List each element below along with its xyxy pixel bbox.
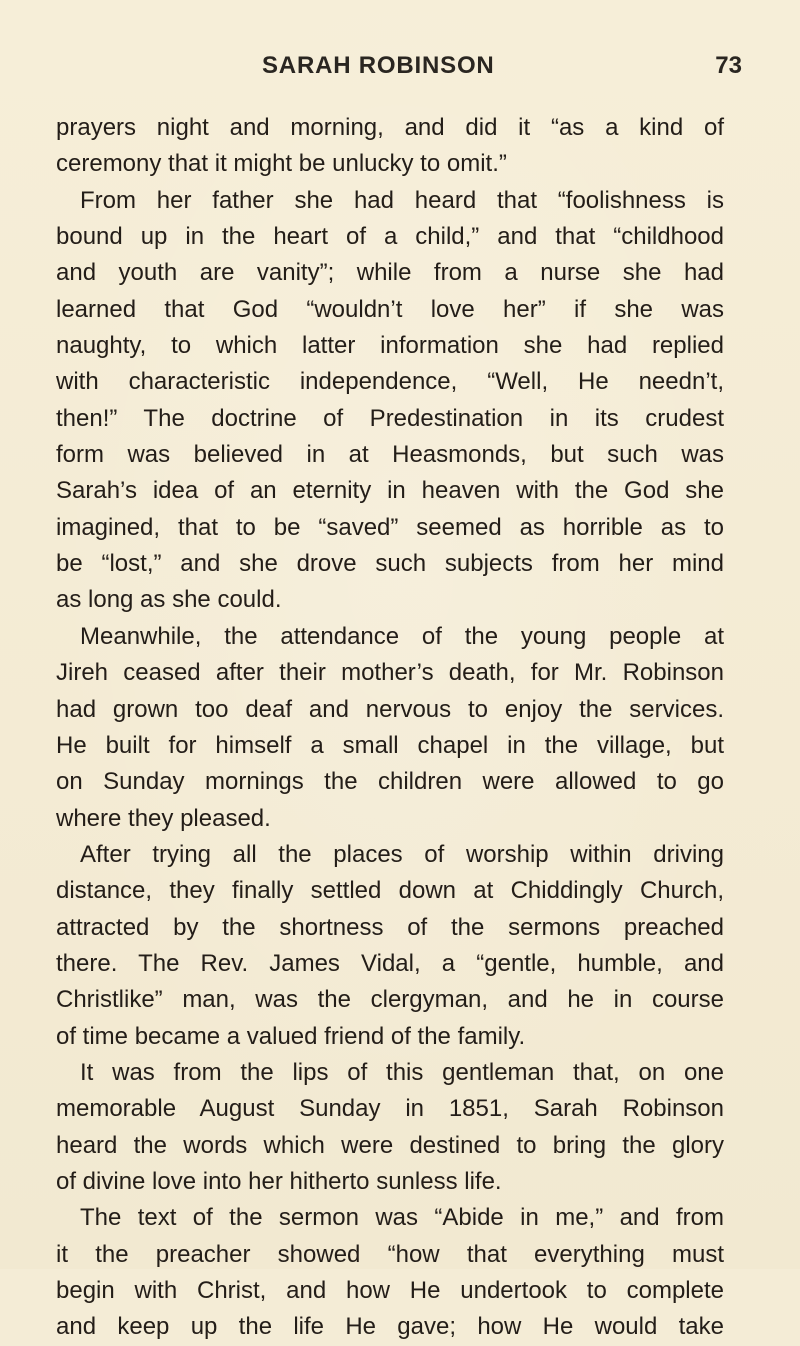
text-line: with characteristic independence, “Well, He needn’t, (56, 368, 724, 396)
text-line: ceremony that it might be unlucky to omit.” (56, 150, 507, 178)
text-line: form was believed in at Heasmonds, but such was (56, 441, 724, 469)
body-text (56, 110, 724, 1346)
text-line: The text of the sermon was “Abide in me,” and from (80, 1204, 724, 1232)
text-line: of time became a valued friend of the family. (56, 1022, 526, 1050)
text-line: where they pleased. (56, 804, 271, 832)
text-line: it the preacher showed “how that everything must (56, 1240, 724, 1268)
text-line: From her father she had heard that “foolishness is (80, 186, 724, 214)
text-line: of divine love into her hitherto sunless life. (56, 1167, 502, 1195)
page-number: 73 (715, 52, 742, 79)
text-line: distance, they finally settled down at Chiddingly Church, (56, 877, 724, 905)
text-line: prayers night and morning, and did it “as a kind of (56, 114, 724, 141)
text-line: on Sunday mornings the children were allowed to go (56, 768, 724, 796)
text-line: Meanwhile, the attendance of the young people at (80, 622, 724, 650)
text-line: Christlike” man, was the clergyman, and he in course (56, 986, 724, 1014)
text-line: He built for himself a small chapel in the village, but (56, 731, 724, 759)
text-line: then!” The doctrine of Predestination in its crudest (56, 404, 724, 432)
text-line: had grown too deaf and nervous to enjoy the services. (56, 695, 724, 723)
text-line: It was from the lips of this gentleman that, on one (80, 1058, 724, 1086)
text-line: there. The Rev. James Vidal, a “gentle, humble, and (56, 949, 724, 977)
text-line: begin with Christ, and how He undertook to complete (56, 1277, 724, 1304)
text-line: as long as she could. (56, 586, 282, 614)
text-line: heard the words which were destined to bring the glory (56, 1131, 724, 1159)
text-line: naughty, to which latter information she had replied (56, 332, 724, 360)
text-line: memorable August Sunday in 1851, Sarah Robinson (56, 1095, 724, 1123)
text-line: imagined, that to be “saved” seemed as horrible as to (56, 513, 724, 541)
running-title: SARAH ROBINSON (262, 52, 495, 79)
text-line: Jireh ceased after their mother’s death, for Mr. Robinson (56, 659, 724, 687)
running-header (118, 52, 746, 94)
text-line: learned that God “wouldn’t love her” if she was (56, 295, 724, 323)
text-line: bound up in the heart of a child,” and that “childhood (56, 223, 724, 251)
text-line: After trying all the places of worship within driving (80, 840, 724, 868)
text-line: and keep up the life He gave; how He would take (56, 1313, 724, 1341)
text-line: and youth are vanity”; while from a nurse she had (56, 259, 724, 287)
text-line: Sarah’s idea of an eternity in heaven with the God she (56, 477, 724, 505)
text-line: be “lost,” and she drove such subjects from her mind (56, 550, 724, 578)
text-line: attracted by the shortness of the sermons preached (56, 913, 724, 941)
